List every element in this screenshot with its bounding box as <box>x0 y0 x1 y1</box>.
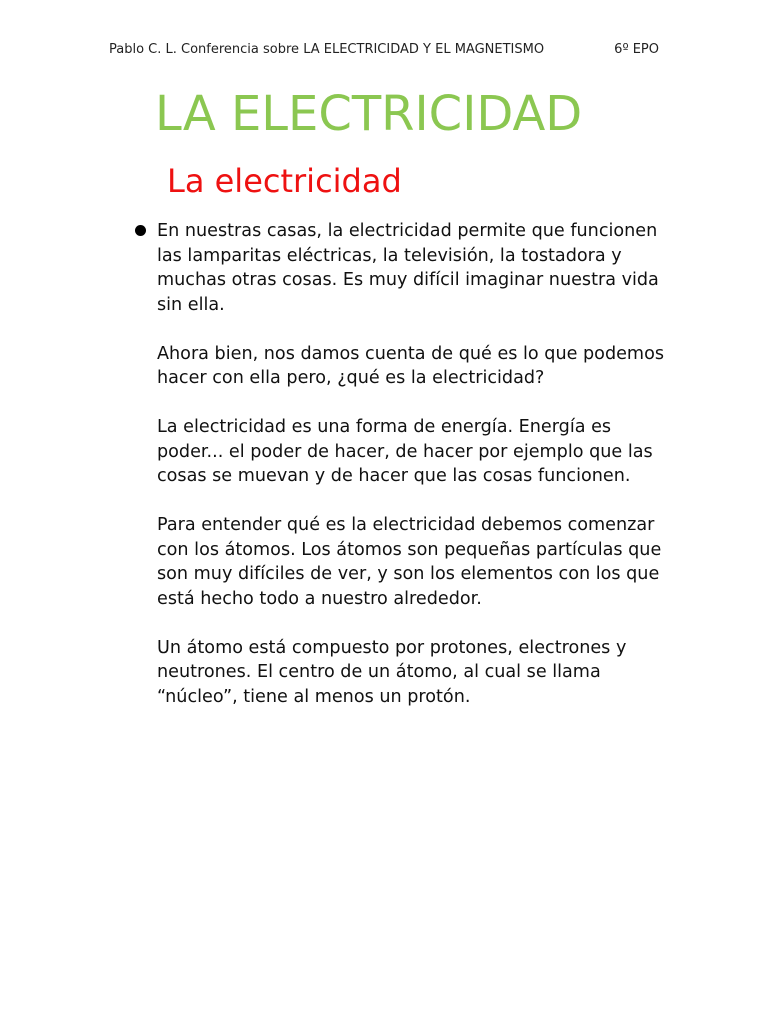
header-left-text: Pablo C. L. Conferencia sobre LA ELECTRICIDAD Y EL MAGNETISMO <box>109 42 545 57</box>
paragraph: Ahora bien, nos damos cuenta de qué es lo que podemos hacer con ella pero, ¿qué es la electricidad? <box>157 343 665 388</box>
bullet-icon <box>135 225 146 236</box>
section-title: La electricidad <box>167 162 402 200</box>
paragraph: La electricidad es una forma de energía. Energía es poder... el poder de hacer, de hacer por ejemplo que las cosas se muevan y de hacer que las cosas funcionen. <box>157 417 653 486</box>
document-title: LA ELECTRICIDAD <box>155 86 583 142</box>
page-header <box>109 41 659 59</box>
paragraph: En nuestras casas, la electricidad permite que funcionen las lamparitas eléctricas, la televisión, la tostadora y muchas otras cosas. Es muy difícil imaginar nuestra vida sin ella. <box>157 221 659 315</box>
paragraph: Para entender qué es la electricidad debemos comenzar con los átomos. Los átomos son pequeñas partículas que son muy difíciles de ver, y son los elementos con los que está hecho todo a nuestro alrededor. <box>157 515 662 609</box>
paragraph: Un átomo está compuesto por protones, electrones y neutrones. El centro de un átomo, al cual se llama “núcleo”, tiene al menos un protón. <box>157 637 627 707</box>
body-text <box>157 219 667 734</box>
header-right-text: 6º EPO <box>614 42 659 57</box>
